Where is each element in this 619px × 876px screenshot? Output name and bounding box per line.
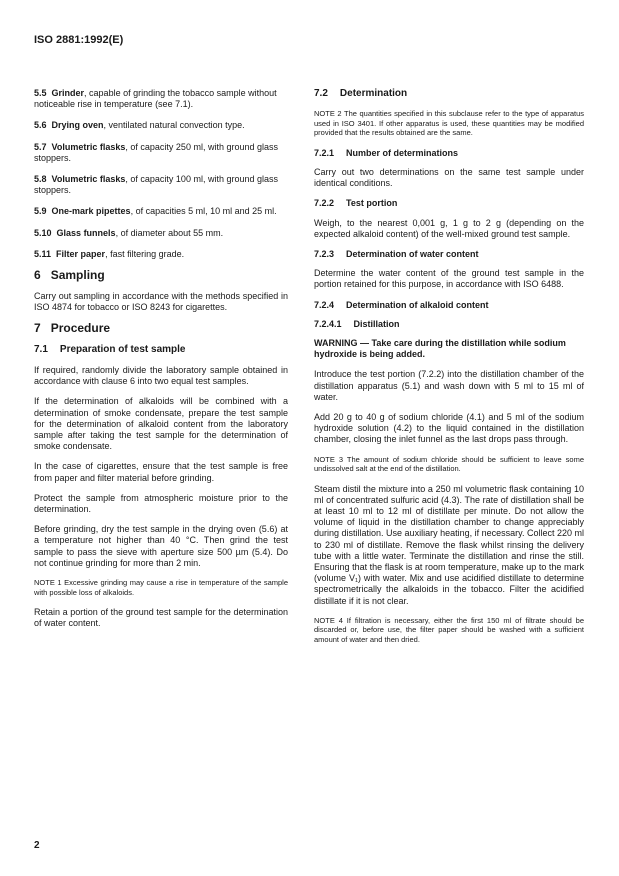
item-title: Glass funnels bbox=[56, 227, 116, 238]
paragraph: Introduce the test portion (7.2.2) into the distillation chamber of the distillation apparatus (5.1) and wash down with 5 ml to 15 ml of water. bbox=[314, 369, 584, 402]
item-5-6 bbox=[34, 120, 288, 131]
item-number: 5.5 bbox=[34, 88, 47, 98]
paragraph: Protect the sample from atmospheric moisture prior to the determination. bbox=[34, 492, 288, 515]
paragraph: If the determination of alkaloids will be combined with a determination of smoke condensate, prepare the test sample for the determination of alkaloid content from the laboratory sample after taking the test sample for the determination of smoke condensate. bbox=[34, 396, 288, 452]
subsection-heading-7-2-2: 7.2.2 Test portion bbox=[314, 198, 398, 209]
left-column bbox=[34, 88, 288, 639]
item-text: , capable of grinding the tobacco sample without noticeable rise in temperature (see 7.1). bbox=[34, 88, 277, 110]
paragraph: In the case of cigarettes, ensure that the test sample is free from paper and filter material before grinding. bbox=[34, 461, 288, 483]
item-number: 5.11 bbox=[34, 248, 52, 259]
item-text: , of capacity 100 ml, with ground glass stoppers. bbox=[34, 174, 278, 196]
warning-text: WARNING — Take care during the distillation while sodium hydroxide is being added. bbox=[314, 337, 566, 360]
item-5-10 bbox=[34, 228, 288, 239]
subsection-heading-7-1: 7.1 Preparation of test sample bbox=[34, 343, 186, 355]
item-number: 5.10 bbox=[34, 227, 52, 238]
section-6-text: Carry out sampling in accordance with the methods specified in ISO 4874 for tobacco or ISO 8243 for cigarettes. bbox=[34, 291, 288, 313]
subsection-heading-7-2-1: 7.2.1 Number of determinations bbox=[314, 147, 459, 158]
item-number: 5.6 bbox=[34, 120, 47, 131]
page-number: 2 bbox=[34, 840, 40, 851]
note-2: NOTE 2 The quantities specified in this subclause refer to the type of apparatus used in ISO 3401. If other apparatus is used, these quantities may be modified provided that the results obtained are the same. bbox=[314, 109, 584, 138]
note-1: NOTE 1 Excessive grinding may cause a rise in temperature of the sample with possible loss of alkaloids. bbox=[34, 578, 288, 597]
item-text: , ventilated natural convection type. bbox=[103, 120, 245, 131]
item-number: 5.9 bbox=[34, 206, 47, 217]
note-4: NOTE 4 If filtration is necessary, either the first 150 ml of filtrate should be discarded or, before use, the filter paper should be washed with a sufficient amount of water and then dried. bbox=[314, 615, 584, 644]
paragraph: Retain a portion of the ground test sample for the determination of water content. bbox=[34, 607, 288, 629]
note-3: NOTE 3 The amount of sodium chloride should be sufficient to leave some undissolved salt at the end of the distillation. bbox=[314, 454, 584, 474]
item-title: Grinder bbox=[51, 88, 85, 98]
document-header: ISO 2881:1992(E) bbox=[34, 34, 124, 46]
paragraph: Add 20 g to 40 g of sodium chloride (4.1) and 5 ml of the sodium hydroxide solution (4.2) to the liquid contained in the distillation chamber, closing the inlet funnel as the last drops pass through. bbox=[314, 411, 584, 445]
paragraph: Steam distil the mixture into a 250 ml volumetric flask containing 10 ml of concentrated sulfuric acid (4.3). The rate of distillation shall be at least 10 ml to 12 ml of distillate per minute. Do not allow the volume of liquid in the distillation chamber to change appreciably during distillation. Use auxiliary heating, if necessary. Collect 220 ml to 230 ml of distillate. Remove the flask whilst rinsing the delivery tube with a little water. Terminate the distillation and rinse the still. Ensuring that the flask is at room temperature, make up to the mark (volume V₁) with water. Mix and use acidified distillate to determine spectrometrically the alkaloids in the tobacco. Filter the acidified distillate if it is not clear. bbox=[314, 483, 584, 606]
item-5-8 bbox=[34, 174, 288, 196]
paragraph: Weigh, to the nearest 0,001 g, 1 g to 2 g (depending on the expected alkaloid content) of the well-mixed ground test sample. bbox=[314, 217, 584, 239]
paragraph: Carry out two determinations on the same test sample under identical conditions. bbox=[314, 166, 584, 189]
paragraph: If required, randomly divide the laboratory sample obtained in accordance with clause 6 into two equal test samples. bbox=[34, 365, 288, 387]
item-title: Drying oven bbox=[51, 120, 104, 131]
item-text: , of capacities 5 ml, 10 ml and 25 ml. bbox=[130, 206, 277, 217]
item-title: Volumetric flasks bbox=[51, 174, 126, 185]
item-title: One-mark pipettes bbox=[51, 206, 131, 217]
item-text: , of capacity 250 ml, with ground glass stoppers. bbox=[34, 141, 278, 163]
paragraph: Determine the water content of the ground test sample in the portion retained for this purpose, in accordance with ISO 6488. bbox=[314, 268, 584, 290]
section-heading-6: 6 Sampling bbox=[34, 268, 105, 283]
subsection-heading-7-2-4-1: 7.2.4.1 Distillation bbox=[314, 318, 400, 329]
section-heading-7: 7 Procedure bbox=[34, 320, 111, 335]
item-number: 5.8 bbox=[34, 174, 47, 185]
item-title: Filter paper bbox=[56, 248, 106, 259]
item-5-7 bbox=[34, 142, 288, 164]
item-text: , of diameter about 55 mm. bbox=[115, 227, 224, 238]
item-5-11 bbox=[34, 249, 288, 260]
item-5-9 bbox=[34, 206, 288, 217]
item-number: 5.7 bbox=[34, 141, 47, 152]
item-5-5 bbox=[34, 88, 288, 110]
paragraph: Before grinding, dry the test sample in the drying oven (5.6) at a temperature not higher than 40 °C. Then grind the test sample to pass the sieve with aperture size 500 µm (5.4). Do not continue grinding for more than 2 min. bbox=[34, 524, 288, 568]
right-column bbox=[314, 88, 584, 654]
subsection-heading-7-2-3: 7.2.3 Determination of water content bbox=[314, 248, 479, 259]
item-text: , fast filtering grade. bbox=[105, 248, 185, 259]
subsection-heading-7-2-4: 7.2.4 Determination of alkaloid content bbox=[314, 299, 489, 310]
subsection-heading-7-2: 7.2 Determination bbox=[314, 88, 408, 99]
item-title: Volumetric flasks bbox=[51, 141, 126, 152]
